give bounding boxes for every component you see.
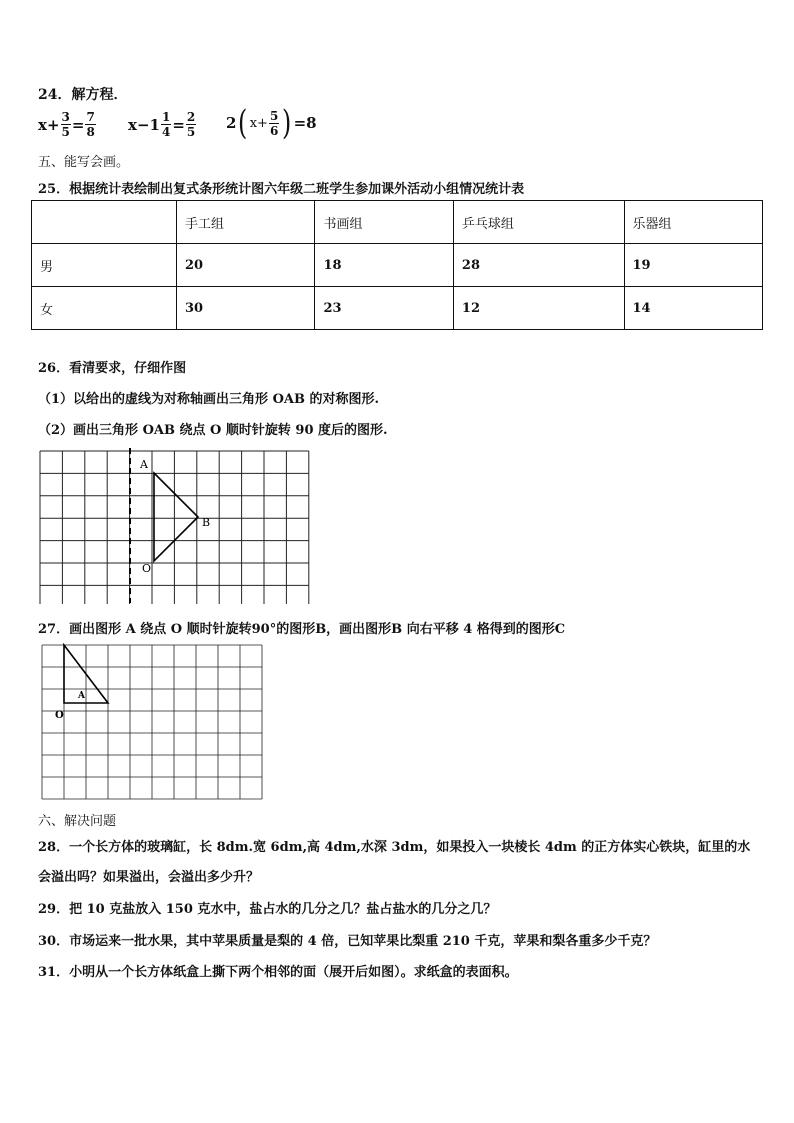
q27-title: 27．画出图形 A 绕点 O 顺时针旋转90°的图形B，画出图形B 向右平移 4 格得到的图形C — [38, 622, 566, 637]
table-cell: 18 — [315, 244, 453, 287]
q26-item-1: （1）以给出的虚线为对称轴画出三角形 OAB 的对称图形. — [38, 392, 380, 407]
table-cell: 女 — [32, 287, 177, 330]
equation-2: x−1 $\frac{1}{4}$ = $\frac{2}{5}$ — [128, 110, 196, 139]
equation-3: 2 ( x+ $\frac{5}{6}$ ) =8 — [226, 103, 317, 143]
label-o: O — [142, 562, 152, 575]
table-cell: 30 — [177, 287, 315, 330]
q26-item-2: （2）画出三角形 OAB 绕点 O 顺时针旋转 90 度后的图形. — [38, 423, 388, 438]
q25-title: 25．根据统计表绘制出复式条形统计图六年级二班学生参加课外活动小组情况统计表 — [38, 182, 525, 197]
table-row — [32, 287, 763, 330]
table-cell: 男 — [32, 244, 177, 287]
table-row — [32, 244, 763, 287]
triangle-oab — [154, 473, 198, 561]
q28-line-2: 会溢出吗？如果溢出，会溢出多少升？ — [38, 870, 260, 885]
q24-title: 24．解方程． — [38, 87, 128, 103]
section-6-heading: 六、解决问题 — [38, 814, 117, 829]
table-header-row — [32, 201, 763, 244]
q26-title: 26．看清要求，仔细作图 — [38, 361, 187, 376]
table-header-cell: 书画组 — [315, 201, 453, 244]
q30-text: 30．市场运来一批水果，其中苹果质量是梨的 4 倍，已知苹果比梨重 210 千克，苹果和梨各重多少千克？ — [38, 934, 657, 949]
table-header-cell: 乒乓球组 — [453, 201, 624, 244]
label-shape-a: A — [78, 691, 85, 701]
q29-text: 29．把 10 克盐放入 150 克水中，盐占水的几分之几？盐占盐水的几分之几？ — [38, 902, 497, 917]
label-point-o: O — [55, 710, 64, 721]
section-5-heading: 五、能写会画。 — [38, 155, 130, 170]
q26-grid-figure — [38, 448, 314, 604]
stats-table — [31, 200, 763, 330]
equation-1: x+ $\frac{3}{5}$ = $\frac{7}{8}$ — [38, 110, 95, 139]
q27-grid-figure — [38, 643, 270, 803]
q31-text: 31．小明从一个长方体纸盒上撕下两个相邻的面（展开后如图）。求纸盒的表面积。 — [38, 965, 518, 980]
table-cell: 20 — [177, 244, 315, 287]
table-header-cell: 手工组 — [177, 201, 315, 244]
table-cell: 14 — [624, 287, 763, 330]
table-header-cell: 乐器组 — [624, 201, 763, 244]
q28-line-1: 28．一个长方体的玻璃缸，长 8dm.宽 6dm,高 4dm,水深 3dm，如果投入一块棱长 4dm 的正方体实心铁块，缸里的水 — [38, 840, 751, 855]
label-a: A — [140, 458, 148, 471]
table-header-cell — [32, 201, 177, 244]
table-cell: 23 — [315, 287, 453, 330]
table-cell: 19 — [624, 244, 763, 287]
label-b: B — [202, 516, 211, 529]
table-cell: 12 — [453, 287, 624, 330]
table-cell: 28 — [453, 244, 624, 287]
